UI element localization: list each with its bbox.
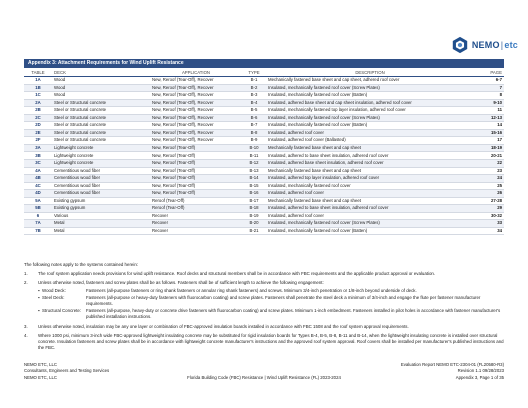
cell-deck: Metal	[52, 227, 150, 235]
cell-page: 12-13	[474, 114, 504, 122]
footer-company-repeat: NEMO ETC, LLC	[24, 374, 57, 380]
note-item	[24, 324, 504, 330]
table-header-row	[24, 69, 504, 77]
bullet-icon: ▪	[38, 308, 40, 314]
cell-page: 18-19	[474, 144, 504, 152]
cell-deck: Wood	[52, 84, 150, 92]
cell-deck: Existing gypsum	[52, 197, 150, 205]
table-row	[24, 197, 504, 205]
cell-type: B-21	[242, 227, 266, 235]
cell-page: 30-32	[474, 212, 504, 220]
cell-table-id: 7A	[24, 220, 52, 228]
cell-deck: Lightweight concrete	[52, 160, 150, 168]
cell-description: Insulated, mechanically fastened roof cover (Screw Plates)	[266, 84, 474, 92]
cell-table-id: 2F	[24, 137, 52, 145]
footer-right	[354, 362, 504, 381]
cell-description: Insulated, adhered roof cover	[266, 212, 474, 220]
cell-type: B-2	[242, 84, 266, 92]
cell-description: Insulated, mechanically fastened top layer insulation, adhered roof cover	[266, 107, 474, 115]
note-sub-item	[38, 288, 504, 294]
cell-deck: Steel or Structural concrete	[52, 137, 150, 145]
cell-page: 14	[474, 122, 504, 130]
note-sub-label: Structural Concrete:	[42, 308, 82, 314]
footer-revision: Revision 1.1 09/28/2023	[457, 368, 504, 374]
cell-page: 9-10	[474, 99, 504, 107]
cell-deck: Steel or Structural concrete	[52, 122, 150, 130]
cell-application: New, Reroof (Tear-Off), Recover	[150, 114, 242, 122]
cell-type: B-7	[242, 122, 266, 130]
note-number: 3.	[24, 323, 28, 329]
cell-application: New, Reroof (Tear-Off), Recover	[150, 122, 242, 130]
cell-type: B-19	[242, 212, 266, 220]
cell-page: 27-28	[474, 197, 504, 205]
cell-table-id: 2C	[24, 114, 52, 122]
cell-type: B-12	[242, 160, 266, 168]
cell-application: Reroof (Tear-Off)	[150, 197, 242, 205]
note-sub-text: Fasteners (all-purpose, heavy-duty or concrete drive fasteners with fluorocarbon coating) and screw plates. Minimum 1-inch embedment. Fasteners installed in pilot holes in accordance with fastener manufacturer's published installation instructions.	[86, 308, 501, 320]
cell-description: Mechanically fastened base sheet and cap sheet	[266, 167, 474, 175]
note-body	[38, 271, 504, 277]
cell-deck: Cementitious wood fiber	[52, 167, 150, 175]
logo-suffix: etc	[504, 40, 518, 50]
cell-page: 34	[474, 227, 504, 235]
cell-description: Insulated, mechanically fastened roof cover (Batten)	[266, 227, 474, 235]
cell-deck: Steel or Structural concrete	[52, 107, 150, 115]
table-row	[24, 212, 504, 220]
header-table: TABLE	[24, 69, 52, 77]
cell-deck: Wood	[52, 92, 150, 100]
note-number: 2.	[24, 280, 28, 286]
note-sub-text: Fasteners (all-purpose fasteners or ring shank fasteners or annular ring shank fasteners) and screws. Minimum 3/4-inch penetration or 1/8-inch beyond underside of deck.	[86, 287, 417, 293]
note-text: Unless otherwise noted, fasteners and screw plates shall be as follows. Fasteners shall be of sufficient length to achieve the following engagement:	[38, 280, 324, 286]
notes-intro: The following notes apply to the systems contained herein:	[24, 262, 138, 267]
note-sub-label: Wood Deck:	[42, 287, 66, 293]
note-item	[24, 271, 504, 277]
cell-description: Insulated, adhered top layer insulation, adhered roof cover	[266, 175, 474, 183]
cell-deck: Lightweight concrete	[52, 144, 150, 152]
cell-application: New, Reroof (Tear-Off)	[150, 175, 242, 183]
cell-application: New, Reroof (Tear-Off)	[150, 190, 242, 198]
cell-application: New, Reroof (Tear-Off), Recover	[150, 84, 242, 92]
cell-application: New, Reroof (Tear-Off), Recover	[150, 129, 242, 137]
note-text: Where 1000 psi, minimum 3-inch wide FBC-approved lightweight insulating concrete may be substituted for rigid insulation boards for Types B-4, B-5, B-8, B-11 and B-14, when the lightweight insulating concrete is installed over structural concrete. Insulation fasteners and screw plates shall be in accordance with lightweight concrete manufacturer's instructions and the approved roof system approval. Roof covers shall be installed per manufacturer's published instructions and the FBC.	[38, 332, 504, 351]
note-item	[24, 280, 504, 320]
cell-table-id: 4D	[24, 190, 52, 198]
cell-table-id: 4C	[24, 182, 52, 190]
cell-table-id: 7B	[24, 227, 52, 235]
cell-type: B-18	[242, 205, 266, 213]
cell-deck: Cementitious wood fiber	[52, 182, 150, 190]
cell-deck: Lightweight concrete	[52, 152, 150, 160]
cell-page: 7	[474, 84, 504, 92]
cell-type: B-4	[242, 99, 266, 107]
cell-type: B-3	[242, 92, 266, 100]
cell-deck: Cementitious wood fiber	[52, 175, 150, 183]
cell-page: 25	[474, 182, 504, 190]
cell-table-id: 1A	[24, 77, 52, 85]
cell-deck: Steel or Structural concrete	[52, 114, 150, 122]
cell-type: B-1	[242, 77, 266, 85]
table-row	[24, 152, 504, 160]
cell-type: B-10	[242, 144, 266, 152]
table-row	[24, 227, 504, 235]
cell-deck: Cementitious wood fiber	[52, 190, 150, 198]
cell-application: Recover	[150, 220, 242, 228]
table-row	[24, 137, 504, 145]
cell-table-id: 2E	[24, 129, 52, 137]
bullet-icon: ▪	[38, 294, 40, 300]
notes-section	[24, 262, 504, 354]
cell-description: Mechanically fastened base sheet and cap sheet, adhered roof cover	[266, 77, 474, 85]
cell-type: B-14	[242, 175, 266, 183]
table-row	[24, 107, 504, 115]
cell-description: Insulated, adhered roof cover (Ballasted)	[266, 137, 474, 145]
note-text: The roof system application needs provisions for wind uplift resistance. Roof decks and structural members shall be in accordance with FBC requirements and the applicable product approval or evaluation.	[38, 271, 436, 277]
footer-company: NEMO ETC, LLC	[24, 362, 57, 367]
cell-deck: Wood	[52, 77, 150, 85]
cell-table-id: 2D	[24, 122, 52, 130]
cell-description: Mechanically fastened base sheet and cap sheet	[266, 144, 474, 152]
notes-list	[24, 271, 504, 351]
header-type: TYPE	[242, 69, 266, 77]
cell-application: New, Reroof (Tear-Off), Recover	[150, 99, 242, 107]
cell-page: 23	[474, 167, 504, 175]
note-number: 1.	[24, 271, 28, 277]
cell-application: Recover	[150, 227, 242, 235]
cell-type: B-6	[242, 114, 266, 122]
cell-application: New, Reroof (Tear-Off), Recover	[150, 77, 242, 85]
cell-page: 26	[474, 190, 504, 198]
cell-application: New, Reroof (Tear-Off), Recover	[150, 137, 242, 145]
logo-separator: |	[500, 40, 504, 50]
cell-application: New, Reroof (Tear-Off)	[150, 182, 242, 190]
footer-page-number: Appendix 3, Page 1 of 35	[455, 374, 504, 380]
cell-description: Insulated, adhered base sheet and cap sheet insulation, adhered roof cover	[266, 99, 474, 107]
header-description: DESCRIPTION	[266, 69, 474, 77]
cell-deck: Various	[52, 212, 150, 220]
cell-table-id: 2A	[24, 99, 52, 107]
cell-table-id: 4A	[24, 167, 52, 175]
cell-description: Insulated, adhered roof cover	[266, 190, 474, 198]
table-row	[24, 167, 504, 175]
note-body	[38, 280, 504, 320]
cell-type: B-20	[242, 220, 266, 228]
cell-type: B-5	[242, 107, 266, 115]
cell-type: B-15	[242, 182, 266, 190]
cell-page: 29	[474, 205, 504, 213]
note-item	[24, 333, 504, 352]
table-row	[24, 92, 504, 100]
table-row	[24, 122, 504, 130]
cell-application: New, Reroof (Tear-Off), Recover	[150, 92, 242, 100]
attachment-requirements-table	[24, 69, 504, 235]
note-sub-item	[38, 295, 504, 307]
cell-application: New, Reroof (Tear-Off)	[150, 160, 242, 168]
cell-page: 22	[474, 160, 504, 168]
cell-deck: Steel or Structural concrete	[52, 129, 150, 137]
table-row	[24, 77, 504, 85]
table-body	[24, 77, 504, 235]
cell-application: New, Reroof (Tear-Off), Recover	[150, 107, 242, 115]
cell-type: B-17	[242, 197, 266, 205]
cell-application: New, Reroof (Tear-Off)	[150, 167, 242, 175]
cell-description: Insulated, adhered roof cover	[266, 129, 474, 137]
header-deck: DECK	[52, 69, 150, 77]
cell-deck: Steel or Structural concrete	[52, 99, 150, 107]
cell-table-id: 1C	[24, 92, 52, 100]
table-row	[24, 129, 504, 137]
note-text: Unless otherwise noted, insulation may be any one layer or combination of FBC-approved insulation boards installed in accordance with FBC 1508 and the roof system approval requirements.	[38, 323, 409, 329]
cell-description: Insulated, adhered to base sheet insulation, adhered roof cover	[266, 205, 474, 213]
table-row	[24, 99, 504, 107]
cell-page: 11	[474, 107, 504, 115]
cell-table-id: 3A	[24, 144, 52, 152]
cell-page: 20-21	[474, 152, 504, 160]
table-row	[24, 190, 504, 198]
cell-type: B-16	[242, 190, 266, 198]
cell-type: B-11	[242, 152, 266, 160]
note-sub-item	[38, 308, 504, 320]
cell-page: 8	[474, 92, 504, 100]
table-row	[24, 182, 504, 190]
header-page: PAGE	[474, 69, 504, 77]
cell-type: B-9	[242, 137, 266, 145]
cell-application: New, Reroof (Tear-Off)	[150, 152, 242, 160]
cell-page: 33	[474, 220, 504, 228]
cell-description: Insulated, mechanically fastened roof cover	[266, 182, 474, 190]
cell-table-id: 1B	[24, 84, 52, 92]
logo-wordmark	[472, 40, 518, 50]
cell-page: 24	[474, 175, 504, 183]
cell-table-id: 6	[24, 212, 52, 220]
cell-table-id: 5B	[24, 205, 52, 213]
cell-description: Insulated, adhered to base sheet insulation, adhered roof cover	[266, 152, 474, 160]
cell-table-id: 5A	[24, 197, 52, 205]
note-body	[38, 333, 504, 352]
cell-page: 15-16	[474, 129, 504, 137]
footer-left	[24, 362, 164, 381]
cell-description: Insulated, mechanically fastened roof cover (Batten)	[266, 122, 474, 130]
cell-description: Insulated, adhered base sheet insulation, adhered roof cover	[266, 160, 474, 168]
table-row	[24, 160, 504, 168]
table-row	[24, 175, 504, 183]
cell-page: 6-7	[474, 77, 504, 85]
table-row	[24, 114, 504, 122]
table-row	[24, 84, 504, 92]
note-sub-text: Fasteners (all-purpose or heavy-duty fasteners with fluorocarbon coating) and screw plates. Fasteners shall penetrate the steel deck a minimum of 3/4-inch and engage the flute per fastener manufacturer requirements.	[86, 294, 481, 307]
note-number: 4.	[24, 332, 28, 338]
cell-deck: Metal	[52, 220, 150, 228]
footer-report-number: Evaluation Report NEMO ETC-2304-01 (FL20580-R3)	[400, 362, 504, 367]
logo	[451, 36, 518, 54]
cell-table-id: 3B	[24, 152, 52, 160]
cell-table-id: 4B	[24, 175, 52, 183]
table-row	[24, 220, 504, 228]
footer-center: Florida Building Code (FBC) Resistance | Wind Uplift Resistance (FL) 2023-2024	[187, 374, 341, 380]
cell-description: Insulated, mechanically fastened roof cover (Batten)	[266, 92, 474, 100]
note-sub-label: Steel Deck:	[42, 294, 65, 300]
cell-application: New, Reroof (Tear-Off)	[150, 144, 242, 152]
cell-table-id: 2B	[24, 107, 52, 115]
table-row	[24, 144, 504, 152]
cell-application: Reroof (Tear-Off)	[150, 205, 242, 213]
footer-tagline: Consultants, Engineers and Testing Services	[24, 368, 110, 374]
cell-table-id: 3C	[24, 160, 52, 168]
cell-type: B-13	[242, 167, 266, 175]
cell-application: Recover	[150, 212, 242, 220]
cell-description: Insulated, mechanically fastened roof cover (Screw Plates)	[266, 220, 474, 228]
appendix-title: Appendix 3: Attachment Requirements for Wind Uplift Resistance	[24, 59, 504, 68]
header-application: APPLICATION	[150, 69, 242, 77]
cell-description: Mechanically fastened base sheet and cap sheet	[266, 197, 474, 205]
cell-type: B-8	[242, 129, 266, 137]
table-row	[24, 205, 504, 213]
cell-page: 17	[474, 137, 504, 145]
cell-description: Insulated, mechanically fastened roof cover (Screw Plates)	[266, 114, 474, 122]
bullet-icon: ▪	[38, 287, 40, 293]
note-body	[38, 324, 504, 330]
nemo-logo-icon	[451, 36, 469, 54]
cell-deck: Existing gypsum	[52, 205, 150, 213]
logo-brand: NEMO	[471, 40, 500, 50]
